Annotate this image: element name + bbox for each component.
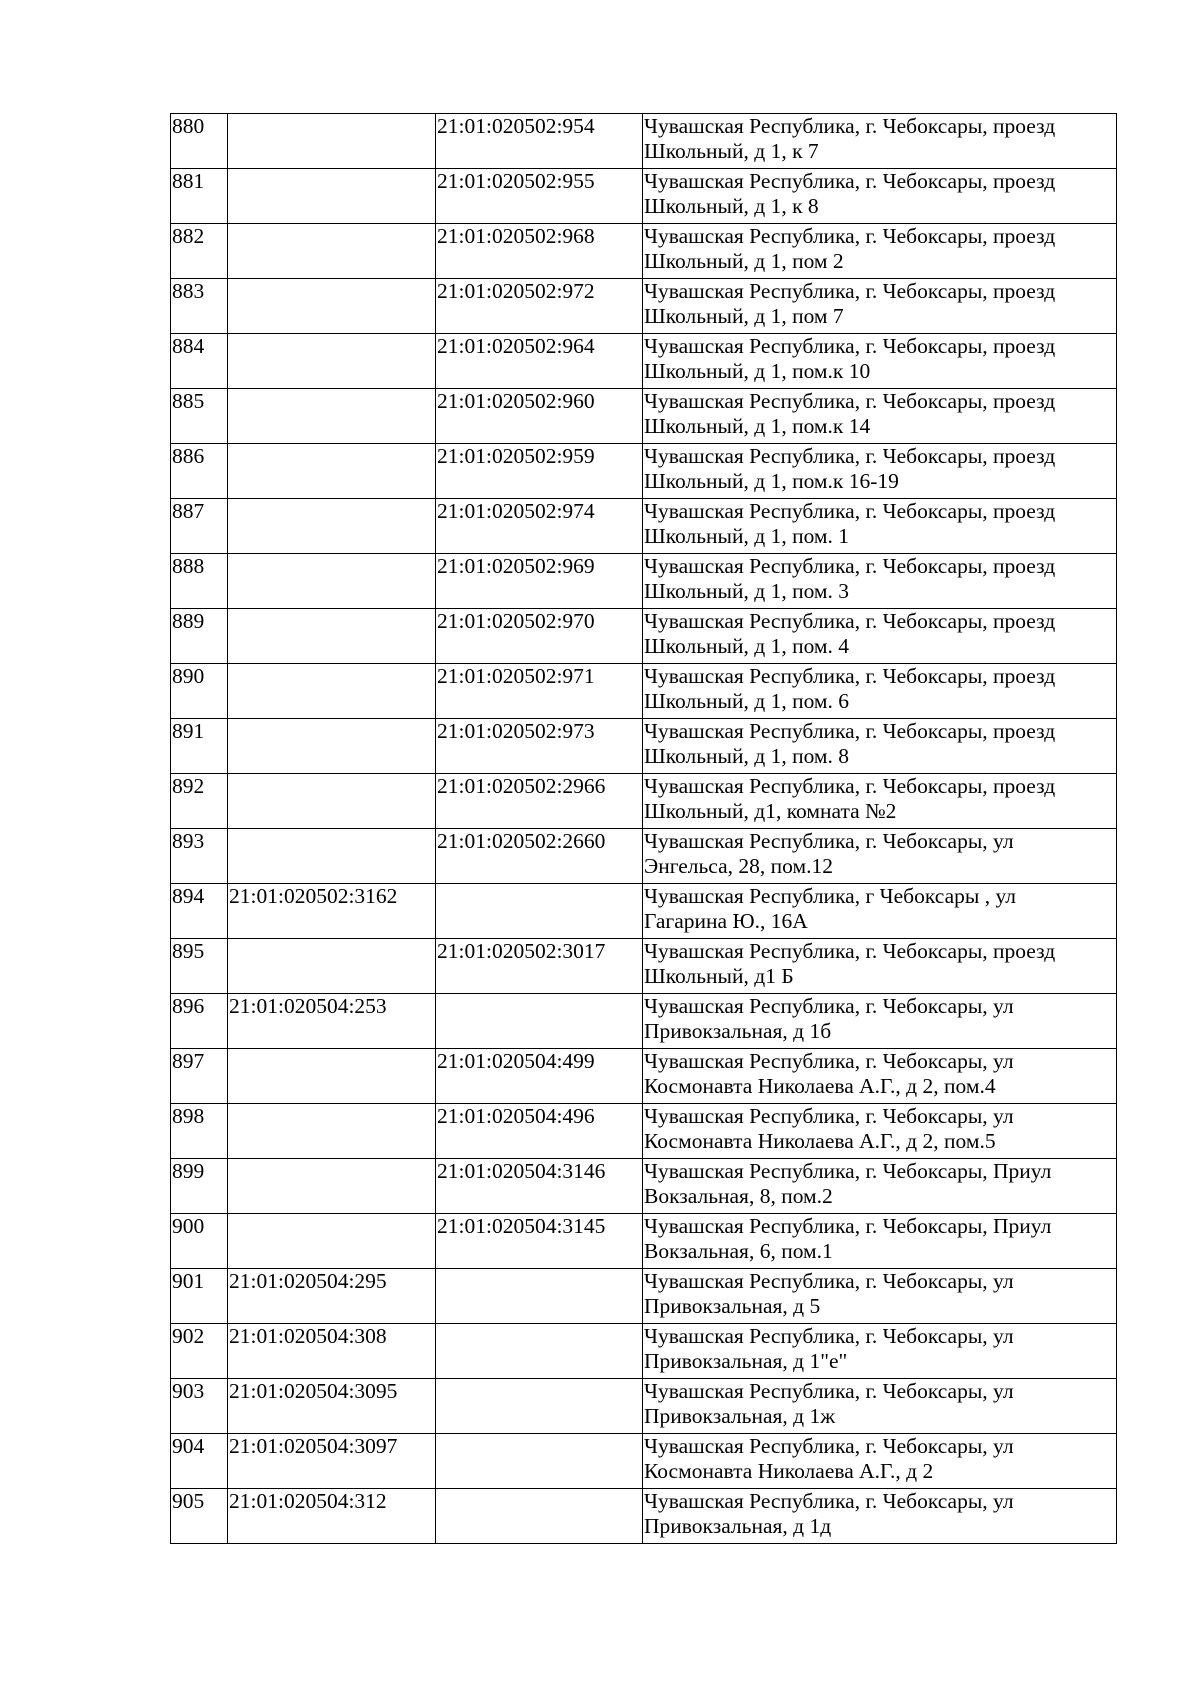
address-line-1: Чувашская Республика, г. Чебоксары, проезд bbox=[644, 664, 1056, 688]
land-cadastral-number-cell bbox=[228, 609, 436, 664]
address-cell bbox=[643, 774, 1117, 829]
table-row bbox=[171, 389, 1117, 444]
table-row bbox=[171, 719, 1117, 774]
object-cadastral-number-cell bbox=[436, 1379, 643, 1434]
land-cadastral-number-cell bbox=[228, 1104, 436, 1159]
address-line-1: Чувашская Республика, г. Чебоксары, ул bbox=[644, 1049, 1014, 1073]
land-cadastral-number-cell bbox=[228, 334, 436, 389]
object-cadastral-number-cell: 21:01:020502:970 bbox=[436, 609, 643, 664]
address-cell bbox=[643, 1104, 1117, 1159]
address-cell bbox=[643, 1049, 1117, 1104]
table-row bbox=[171, 1159, 1117, 1214]
table-row bbox=[171, 664, 1117, 719]
address-line-2: Школьный, д 1, пом.к 16-19 bbox=[644, 469, 899, 493]
address-line-2: Школьный, д 1, пом. 6 bbox=[644, 689, 850, 713]
object-cadastral-number-cell: 21:01:020502:3017 bbox=[436, 939, 643, 994]
table-row bbox=[171, 1049, 1117, 1104]
table-row bbox=[171, 939, 1117, 994]
address-line-2: Школьный, д 1, пом 7 bbox=[644, 304, 844, 328]
row-number-cell: 897 bbox=[171, 1049, 228, 1104]
address-line-2: Школьный, д 1, пом.к 10 bbox=[644, 359, 871, 383]
row-number-cell: 887 bbox=[171, 499, 228, 554]
object-cadastral-number-cell: 21:01:020502:974 bbox=[436, 499, 643, 554]
registry-table bbox=[170, 113, 1117, 1544]
address-cell bbox=[643, 664, 1117, 719]
object-cadastral-number-cell: 21:01:020502:964 bbox=[436, 334, 643, 389]
table-row bbox=[171, 334, 1117, 389]
address-line-1: Чувашская Республика, г. Чебоксары, проезд bbox=[644, 224, 1056, 248]
table-row bbox=[171, 499, 1117, 554]
address-line-1: Чувашская Республика, г. Чебоксары, ул bbox=[644, 1489, 1014, 1513]
address-line-2: Привокзальная, д 1"е" bbox=[644, 1349, 848, 1373]
row-number-cell: 905 bbox=[171, 1489, 228, 1544]
land-cadastral-number-cell: 21:01:020504:3095 bbox=[228, 1379, 436, 1434]
row-number-cell: 899 bbox=[171, 1159, 228, 1214]
object-cadastral-number-cell: 21:01:020502:973 bbox=[436, 719, 643, 774]
table-row bbox=[171, 829, 1117, 884]
land-cadastral-number-cell bbox=[228, 1049, 436, 1104]
address-line-2: Школьный, д 1, к 7 bbox=[644, 139, 819, 163]
address-line-1: Чувашская Республика, г. Чебоксары, проезд bbox=[644, 389, 1056, 413]
address-cell bbox=[643, 1159, 1117, 1214]
address-line-1: Чувашская Республика, г. Чебоксары, проезд bbox=[644, 444, 1056, 468]
address-line-1: Чувашская Республика, г. Чебоксары, Приул bbox=[644, 1214, 1052, 1238]
row-number-cell: 894 bbox=[171, 884, 228, 939]
row-number-cell: 904 bbox=[171, 1434, 228, 1489]
table-row bbox=[171, 1324, 1117, 1379]
object-cadastral-number-cell: 21:01:020502:2966 bbox=[436, 774, 643, 829]
address-line-2: Школьный, д 1, пом. 3 bbox=[644, 579, 850, 603]
address-cell bbox=[643, 829, 1117, 884]
land-cadastral-number-cell bbox=[228, 114, 436, 169]
land-cadastral-number-cell bbox=[228, 389, 436, 444]
address-cell bbox=[643, 279, 1117, 334]
land-cadastral-number-cell: 21:01:020504:253 bbox=[228, 994, 436, 1049]
address-line-2: Привокзальная, д 5 bbox=[644, 1294, 821, 1318]
row-number-cell: 893 bbox=[171, 829, 228, 884]
table-row bbox=[171, 884, 1117, 939]
table-row bbox=[171, 1214, 1117, 1269]
row-number-cell: 883 bbox=[171, 279, 228, 334]
address-line-1: Чувашская Республика, г. Чебоксары, проезд bbox=[644, 114, 1056, 138]
address-line-2: Школьный, д1, комната №2 bbox=[644, 799, 897, 823]
address-line-1: Чувашская Республика, г. Чебоксары, проезд bbox=[644, 334, 1056, 358]
table-row bbox=[171, 994, 1117, 1049]
table-row bbox=[171, 774, 1117, 829]
address-cell bbox=[643, 884, 1117, 939]
land-cadastral-number-cell bbox=[228, 169, 436, 224]
land-cadastral-number-cell: 21:01:020504:3097 bbox=[228, 1434, 436, 1489]
address-cell bbox=[643, 334, 1117, 389]
object-cadastral-number-cell bbox=[436, 994, 643, 1049]
land-cadastral-number-cell bbox=[228, 829, 436, 884]
address-line-2: Вокзальная, 8, пом.2 bbox=[644, 1184, 833, 1208]
land-cadastral-number-cell bbox=[228, 224, 436, 279]
address-cell bbox=[643, 1324, 1117, 1379]
object-cadastral-number-cell bbox=[436, 1324, 643, 1379]
object-cadastral-number-cell: 21:01:020502:960 bbox=[436, 389, 643, 444]
object-cadastral-number-cell: 21:01:020502:955 bbox=[436, 169, 643, 224]
address-cell bbox=[643, 1434, 1117, 1489]
address-line-1: Чувашская Республика, г. Чебоксары, ул bbox=[644, 1269, 1014, 1293]
address-line-2: Школьный, д 1, к 8 bbox=[644, 194, 819, 218]
object-cadastral-number-cell: 21:01:020504:499 bbox=[436, 1049, 643, 1104]
row-number-cell: 881 bbox=[171, 169, 228, 224]
address-cell bbox=[643, 554, 1117, 609]
object-cadastral-number-cell: 21:01:020502:971 bbox=[436, 664, 643, 719]
row-number-cell: 900 bbox=[171, 1214, 228, 1269]
address-line-2: Привокзальная, д 1д bbox=[644, 1514, 832, 1538]
address-line-2: Школьный, д1 Б bbox=[644, 964, 794, 988]
address-line-1: Чувашская Республика, г. Чебоксары, Приул bbox=[644, 1159, 1052, 1183]
table-row bbox=[171, 444, 1117, 499]
table-row bbox=[171, 1489, 1117, 1544]
address-line-1: Чувашская Республика, г. Чебоксары, проезд bbox=[644, 499, 1056, 523]
row-number-cell: 902 bbox=[171, 1324, 228, 1379]
address-cell bbox=[643, 444, 1117, 499]
row-number-cell: 892 bbox=[171, 774, 228, 829]
address-cell bbox=[643, 224, 1117, 279]
address-line-1: Чувашская Республика, г. Чебоксары, ул bbox=[644, 1104, 1014, 1128]
object-cadastral-number-cell: 21:01:020502:972 bbox=[436, 279, 643, 334]
address-cell bbox=[643, 609, 1117, 664]
address-line-2: Космонавта Николаева А.Г., д 2 bbox=[644, 1459, 934, 1483]
table-row bbox=[171, 609, 1117, 664]
address-cell bbox=[643, 169, 1117, 224]
address-line-2: Школьный, д 1, пом. 4 bbox=[644, 634, 850, 658]
object-cadastral-number-cell bbox=[436, 1434, 643, 1489]
address-line-1: Чувашская Республика, г. Чебоксары, проезд bbox=[644, 774, 1056, 798]
address-line-2: Школьный, д 1, пом. 1 bbox=[644, 524, 850, 548]
address-line-1: Чувашская Республика, г Чебоксары , ул bbox=[644, 884, 1016, 908]
address-cell bbox=[643, 939, 1117, 994]
table-row bbox=[171, 114, 1117, 169]
row-number-cell: 896 bbox=[171, 994, 228, 1049]
address-line-1: Чувашская Республика, г. Чебоксары, проезд bbox=[644, 719, 1056, 743]
address-line-1: Чувашская Республика, г. Чебоксары, проезд bbox=[644, 169, 1056, 193]
address-line-1: Чувашская Республика, г. Чебоксары, ул bbox=[644, 1434, 1014, 1458]
object-cadastral-number-cell: 21:01:020504:3145 bbox=[436, 1214, 643, 1269]
land-cadastral-number-cell bbox=[228, 1159, 436, 1214]
land-cadastral-number-cell bbox=[228, 664, 436, 719]
object-cadastral-number-cell bbox=[436, 1269, 643, 1324]
land-cadastral-number-cell bbox=[228, 939, 436, 994]
land-cadastral-number-cell bbox=[228, 1214, 436, 1269]
land-cadastral-number-cell bbox=[228, 774, 436, 829]
object-cadastral-number-cell bbox=[436, 884, 643, 939]
address-line-2: Энгельса, 28, пом.12 bbox=[644, 854, 833, 878]
object-cadastral-number-cell: 21:01:020502:969 bbox=[436, 554, 643, 609]
object-cadastral-number-cell: 21:01:020502:968 bbox=[436, 224, 643, 279]
row-number-cell: 880 bbox=[171, 114, 228, 169]
object-cadastral-number-cell: 21:01:020502:954 bbox=[436, 114, 643, 169]
row-number-cell: 891 bbox=[171, 719, 228, 774]
land-cadastral-number-cell bbox=[228, 719, 436, 774]
address-line-1: Чувашская Республика, г. Чебоксары, ул bbox=[644, 994, 1014, 1018]
table-row bbox=[171, 1104, 1117, 1159]
address-cell bbox=[643, 994, 1117, 1049]
row-number-cell: 890 bbox=[171, 664, 228, 719]
row-number-cell: 888 bbox=[171, 554, 228, 609]
address-line-2: Космонавта Николаева А.Г., д 2, пом.4 bbox=[644, 1074, 996, 1098]
land-cadastral-number-cell: 21:01:020504:312 bbox=[228, 1489, 436, 1544]
row-number-cell: 903 bbox=[171, 1379, 228, 1434]
address-line-1: Чувашская Республика, г. Чебоксары, ул bbox=[644, 1379, 1014, 1403]
row-number-cell: 898 bbox=[171, 1104, 228, 1159]
row-number-cell: 889 bbox=[171, 609, 228, 664]
land-cadastral-number-cell bbox=[228, 444, 436, 499]
row-number-cell: 895 bbox=[171, 939, 228, 994]
land-cadastral-number-cell bbox=[228, 554, 436, 609]
address-cell bbox=[643, 1269, 1117, 1324]
address-line-1: Чувашская Республика, г. Чебоксары, проезд bbox=[644, 609, 1056, 633]
land-cadastral-number-cell: 21:01:020504:295 bbox=[228, 1269, 436, 1324]
object-cadastral-number-cell bbox=[436, 1489, 643, 1544]
table-row bbox=[171, 1434, 1117, 1489]
row-number-cell: 886 bbox=[171, 444, 228, 499]
address-line-2: Школьный, д 1, пом.к 14 bbox=[644, 414, 871, 438]
address-cell bbox=[643, 1489, 1117, 1544]
address-line-2: Гагарина Ю., 16А bbox=[644, 909, 808, 933]
address-cell bbox=[643, 389, 1117, 444]
object-cadastral-number-cell: 21:01:020504:496 bbox=[436, 1104, 643, 1159]
address-line-1: Чувашская Республика, г. Чебоксары, проезд bbox=[644, 939, 1056, 963]
address-line-1: Чувашская Республика, г. Чебоксары, ул bbox=[644, 1324, 1014, 1348]
address-cell bbox=[643, 1214, 1117, 1269]
object-cadastral-number-cell: 21:01:020502:2660 bbox=[436, 829, 643, 884]
table-row bbox=[171, 169, 1117, 224]
address-cell bbox=[643, 114, 1117, 169]
object-cadastral-number-cell: 21:01:020504:3146 bbox=[436, 1159, 643, 1214]
row-number-cell: 901 bbox=[171, 1269, 228, 1324]
address-line-2: Привокзальная, д 1б bbox=[644, 1019, 832, 1043]
registry-table-body bbox=[171, 114, 1117, 1544]
address-line-2: Привокзальная, д 1ж bbox=[644, 1404, 836, 1428]
address-cell bbox=[643, 1379, 1117, 1434]
land-cadastral-number-cell: 21:01:020502:3162 bbox=[228, 884, 436, 939]
land-cadastral-number-cell bbox=[228, 499, 436, 554]
object-cadastral-number-cell: 21:01:020502:959 bbox=[436, 444, 643, 499]
address-line-2: Школьный, д 1, пом. 8 bbox=[644, 744, 850, 768]
row-number-cell: 885 bbox=[171, 389, 228, 444]
address-line-2: Вокзальная, 6, пом.1 bbox=[644, 1239, 833, 1263]
table-row bbox=[171, 554, 1117, 609]
address-line-2: Космонавта Николаева А.Г., д 2, пом.5 bbox=[644, 1129, 996, 1153]
land-cadastral-number-cell bbox=[228, 279, 436, 334]
address-cell bbox=[643, 499, 1117, 554]
table-row bbox=[171, 1269, 1117, 1324]
address-cell bbox=[643, 719, 1117, 774]
land-cadastral-number-cell: 21:01:020504:308 bbox=[228, 1324, 436, 1379]
address-line-2: Школьный, д 1, пом 2 bbox=[644, 249, 844, 273]
row-number-cell: 882 bbox=[171, 224, 228, 279]
row-number-cell: 884 bbox=[171, 334, 228, 389]
address-line-1: Чувашская Республика, г. Чебоксары, проезд bbox=[644, 554, 1056, 578]
table-row bbox=[171, 1379, 1117, 1434]
address-line-1: Чувашская Республика, г. Чебоксары, проезд bbox=[644, 279, 1056, 303]
table-row bbox=[171, 224, 1117, 279]
address-line-1: Чувашская Республика, г. Чебоксары, ул bbox=[644, 829, 1014, 853]
document-page bbox=[170, 113, 1116, 1544]
table-row bbox=[171, 279, 1117, 334]
